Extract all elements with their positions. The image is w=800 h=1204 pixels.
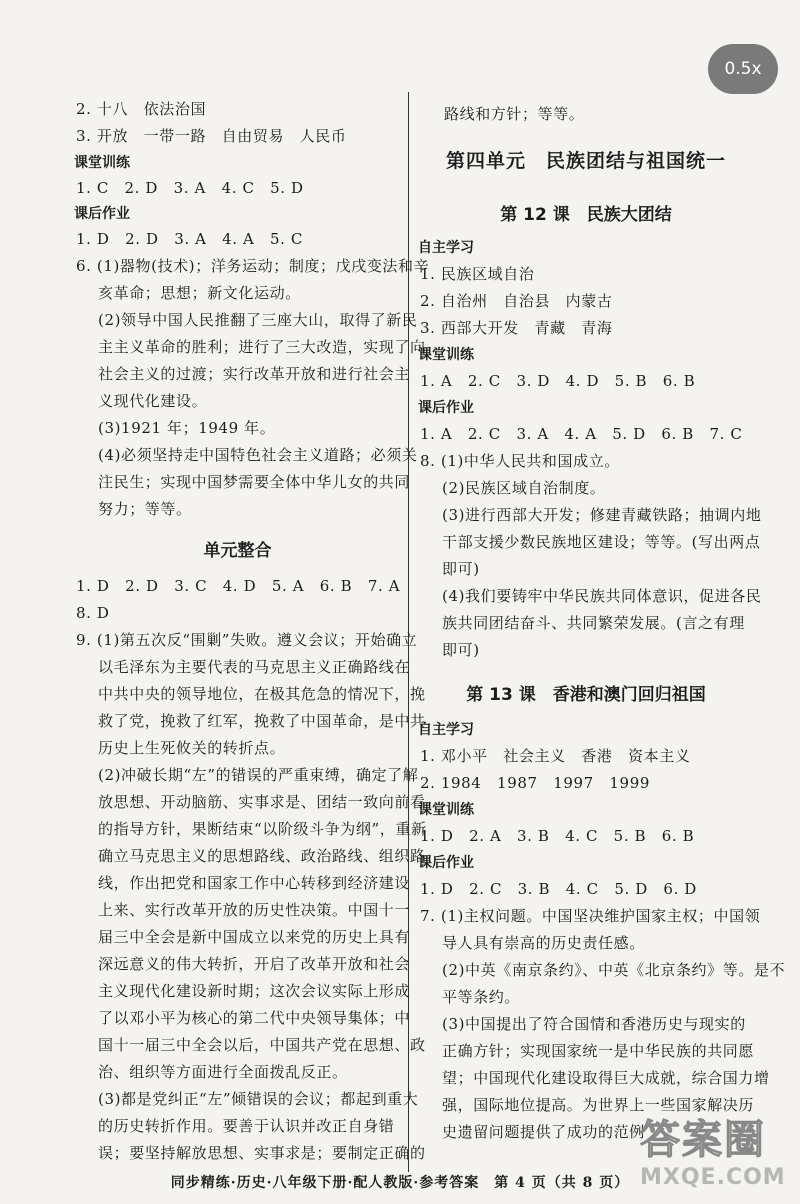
answer-line: 的指导方针，果断结束“以阶级斗争为纲”，重新 (98, 820, 427, 838)
answer-line: (3)1921 年；1949 年。 (98, 419, 276, 437)
playback-speed-button[interactable]: 0.5x (708, 44, 778, 94)
section-heading: 课后作业 (418, 400, 474, 416)
answer-line: 义现代化建设。 (98, 392, 208, 410)
page-footer: 同步精练·历史·八年级下册·配人教版·参考答案 第 4 页（共 8 页） (170, 1175, 630, 1191)
answer-line: 了以邓小平为核心的第二代中央领导集体；中 (98, 1009, 411, 1027)
answer-line: 线，作出把党和国家工作中心转移到经济建设 (98, 874, 411, 892)
answer-line: 中共中央的领导地位，在极其危急的情况下，挽 (98, 685, 426, 703)
section-heading: 课堂训练 (418, 802, 474, 818)
answer-line: 平等条约。 (442, 988, 521, 1006)
answer-line: 误；要坚持解放思想、实事求是；要制定正确的 (98, 1144, 426, 1162)
answer-line: 族共同团结奋斗、共同繁荣发展。(言之有理 (442, 614, 745, 632)
watermark-text: 答案圈 (640, 1117, 766, 1163)
answer-line: 主义现代化建设新时期；这次会议实际上形成 (98, 982, 411, 1000)
answer-line: (4)我们要铸牢中华民族共同体意识，促进各民 (442, 587, 762, 605)
answer-line: (2)中英《南京条约》、中英《北京条约》等。是不 (442, 961, 786, 979)
answer-line: 届三中全会是新中国成立以来党的历史上具有 (98, 928, 411, 946)
answer-line: 努力；等等。 (98, 500, 192, 518)
answer-line: 望；中国现代化建设取得巨大成就，综合国力增 (442, 1069, 770, 1087)
unit-summary-title: 单元整合 (203, 541, 272, 561)
answer-line: (4)必须坚持走中国特色社会主义道路；必须关 (98, 446, 418, 464)
answer-line: 9. (1)第五次反“围剿”失败。遵义会议；开始确立 (76, 631, 418, 649)
answer-line: (2)冲破长期“左”的错误的严重束缚，确定了解 (98, 766, 419, 784)
answer-line: 深远意义的伟大转折，开启了改革开放和社会 (98, 955, 411, 973)
answer-line: (3)进行西部大开发；修建青藏铁路；抽调内地 (442, 506, 762, 524)
answer-line: 1. C 2. D 3. A 4. C 5. D (76, 179, 304, 197)
answer-line: 1. D 2. D 3. A 4. A 5. C (76, 230, 303, 248)
answer-line: 8. (1)中华人民共和国成立。 (420, 452, 620, 470)
answer-line: 1. D 2. D 3. C 4. D 5. A 6. B 7. A (76, 577, 401, 595)
answer-line: 以毛泽东为主要代表的马克思主义正确路线在 (98, 658, 411, 676)
answer-line: 历史上生死攸关的转折点。 (98, 739, 286, 757)
section-heading: 课堂训练 (418, 347, 474, 363)
answer-line: (2)民族区域自治制度。 (442, 479, 606, 497)
answer-line: 国十一届三中全会以后，中国共产党在思想、政 (98, 1036, 426, 1054)
answer-line: 6. (1)器物(技术)；洋务运动；制度；戊戌变法和辛 (76, 257, 430, 275)
lesson-title: 第 12 课 民族大团结 (500, 205, 672, 225)
answer-line: 强，国际地位提高。为世界上一些国家解决历 (442, 1096, 755, 1114)
answer-line: 1. 民族区域自治 (420, 265, 535, 283)
answer-line: 确立马克思主义的思想路线、政治路线、组织路 (98, 847, 426, 865)
lesson-title: 第 13 课 香港和澳门回归祖国 (466, 685, 706, 705)
answer-line: 的历史转折作用。要善于认识并改正自身错 (98, 1117, 395, 1135)
answer-line: 史遗留问题提供了成功的范例 (442, 1123, 645, 1141)
answer-line: 导人具有崇高的历史责任感。 (442, 934, 645, 952)
answer-line: 即可) (442, 560, 480, 578)
answer-line: 主主义革命的胜利；进行了三大改造，实现了向 (98, 338, 426, 356)
watermark-url: MXQE.COM (640, 1165, 786, 1190)
answer-line: 3. 开放 一带一路 自由贸易 人民币 (76, 127, 347, 145)
answer-line: (3)都是党纠正“左”倾错误的会议；都起到重大 (98, 1090, 419, 1108)
answer-line: 1. 邓小平 社会主义 香港 资本主义 (420, 747, 691, 765)
answer-line: 2. 十八 依法治国 (76, 100, 207, 118)
answer-line: 亥革命；思想；新文化运动。 (98, 284, 301, 302)
unit-title: 第四单元 民族团结与祖国统一 (445, 150, 726, 172)
answer-line: (3)中国提出了符合国情和香港历史与现实的 (442, 1015, 746, 1033)
answer-line: 即可) (442, 641, 480, 659)
answer-line: 上来、实行改革开放的历史性决策。中国十一 (98, 901, 411, 919)
answer-line: 放思想、开动脑筋、实事求是、团结一致向前看 (98, 793, 426, 811)
answer-line: 治、组织等方面进行全面拨乱反正。 (98, 1063, 348, 1081)
section-heading: 课堂训练 (74, 155, 130, 171)
section-heading: 自主学习 (418, 240, 474, 256)
answer-line: 干部支援少数民族地区建设；等等。(写出两点 (442, 533, 761, 551)
answer-line: 3. 西部大开发 青藏 青海 (420, 319, 613, 337)
answer-line: 1. A 2. C 3. D 4. D 5. B 6. B (420, 372, 696, 390)
answer-line: 2. 自治州 自治县 内蒙古 (420, 292, 613, 310)
answer-line: 1. D 2. A 3. B 4. C 5. B 6. B (420, 827, 695, 845)
answer-line: 1. D 2. C 3. B 4. C 5. D 6. D (420, 880, 697, 898)
answer-line: 社会主义的过渡；实行改革开放和进行社会主 (98, 365, 411, 383)
answer-line: 路线和方针；等等。 (444, 105, 585, 123)
answer-line: 正确方针；实现国家统一是中华民族的共同愿 (442, 1042, 755, 1060)
answer-line: 8. D (76, 604, 110, 622)
answer-line: 1. A 2. C 3. A 4. A 5. D 6. B 7. C (420, 425, 743, 443)
answer-line: 2. 1984 1987 1997 1999 (420, 774, 650, 792)
answer-line: 注民生；实现中国梦需要全体中华儿女的共同 (98, 473, 411, 491)
answer-line: (2)领导中国人民推翻了三座大山，取得了新民 (98, 311, 418, 329)
section-heading: 课后作业 (418, 855, 474, 871)
section-heading: 课后作业 (74, 206, 130, 222)
section-heading: 自主学习 (418, 722, 474, 738)
answer-line: 7. (1)主权问题。中国坚决维护国家主权；中国领 (420, 907, 761, 925)
answer-line: 救了党，挽救了红军，挽救了中国革命，是中共 (98, 712, 426, 730)
